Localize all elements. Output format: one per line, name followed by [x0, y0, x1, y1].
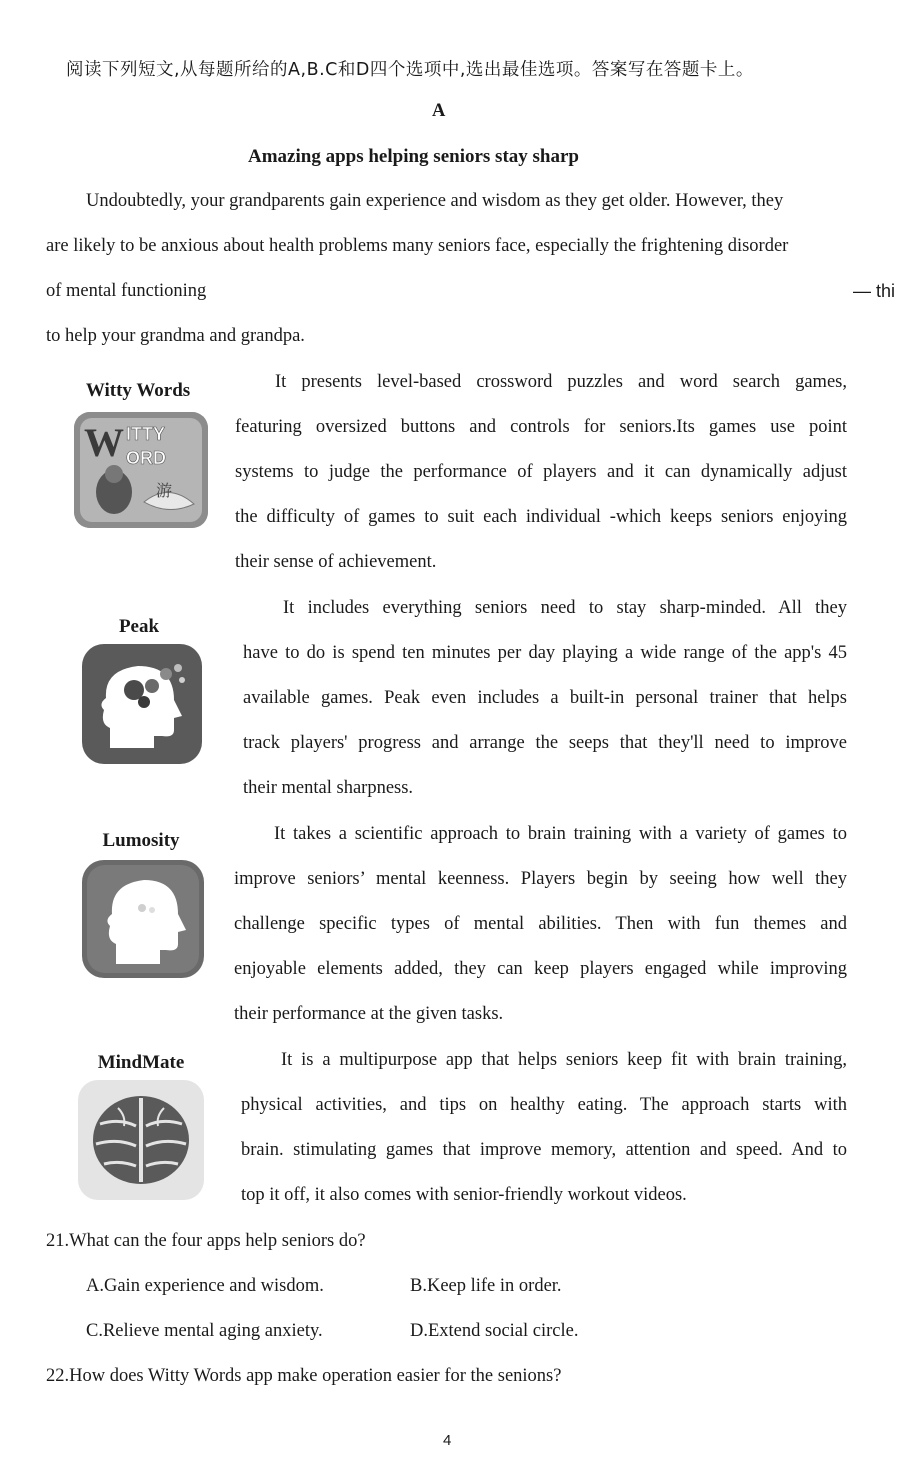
question-22-stem: 22.How does Witty Words app make operation easier for the senions? [46, 1366, 562, 1386]
peak-line-1: It includes everything seniors need to stay sharp-minded. All they [283, 598, 847, 618]
lumosity-line-1: It takes a scientific approach to brain training with a variety of games to [274, 824, 847, 844]
app-name-peak: Peak [118, 616, 160, 637]
app-name-witty-words: Witty Words [85, 380, 191, 401]
intro-line-4: to help your grandma and grandpa. [46, 326, 305, 346]
mindmate-line-3: brain. stimulating games that improve memory, attention and speed. And to [241, 1140, 847, 1160]
brain-icon [78, 1080, 204, 1200]
peak-line-4: track players' progress and arrange the seeps that they'll need to improve [243, 733, 847, 753]
svg-text:ORD: ORD [126, 448, 166, 468]
question-21-stem: 21.What can the four apps help seniors do? [46, 1231, 366, 1251]
witty-words-line-4: the difficulty of games to suit each individual -which keeps seniors enjoying [235, 507, 847, 527]
question-21-option-d: D.Extend social circle. [410, 1321, 579, 1341]
peak-description [243, 598, 847, 823]
head-brain-icon [82, 644, 202, 764]
head-silhouette-icon [82, 860, 204, 978]
question-21-option-a: A.Gain experience and wisdom. [86, 1276, 324, 1296]
witty-words-line-3: systems to judge the performance of players and it can dynamically adjust [235, 462, 847, 482]
lumosity-app-card [66, 816, 226, 1006]
page-number: 4 [443, 1432, 452, 1449]
lumosity-line-2: improve seniors’ mental keenness. Players begin by seeing how well they [234, 869, 847, 889]
app-name-mindmate: MindMate [97, 1052, 185, 1073]
intro-line-3-cut-text: — thi [853, 281, 896, 301]
svg-text:游: 游 [156, 481, 173, 500]
witty-words-description [235, 372, 847, 597]
instruction-text: 阅读下列短文,从每题所给的A,B.C和D四个选项中,选出最佳选项。答案写在答题卡上。 [66, 60, 754, 80]
mindmate-line-4: top it off, it also comes with senior-friendly workout videos. [241, 1185, 687, 1205]
peak-line-3: available games. Peak even includes a built-in personal trainer that helps [243, 688, 847, 708]
peak-app-card [64, 602, 224, 792]
witty-words-line-2: featuring oversized buttons and controls for seniors.Its games use point [235, 417, 847, 437]
svg-text:W: W [84, 420, 124, 465]
lumosity-description [234, 824, 847, 1049]
passage-title: Amazing apps helping seniors stay sharp [248, 146, 579, 167]
mindmate-line-1: It is a multipurpose app that helps seniors keep fit with brain training, [281, 1050, 847, 1070]
app-name-lumosity: Lumosity [102, 830, 180, 851]
peak-line-2: have to do is spend ten minutes per day playing a wide range of the app's 45 [243, 643, 847, 663]
witty-words-line-1: It presents level-based crossword puzzles and word search games, [275, 372, 847, 392]
question-21-option-c: C.Relieve mental aging anxiety. [86, 1321, 323, 1341]
section-label: A [432, 101, 446, 121]
intro-line-2: are likely to be anxious about health problems many seniors face, especially the frightening disorder [46, 236, 789, 256]
lumosity-line-5: their performance at the given tasks. [234, 1004, 504, 1024]
witty-words-line-5: their sense of achievement. [235, 552, 437, 572]
question-21-option-b: B.Keep life in order. [410, 1276, 562, 1296]
mindmate-line-2: physical activities, and tips on healthy eating. The approach starts with [241, 1095, 847, 1115]
mindmate-description [241, 1050, 847, 1230]
svg-text:ITTY: ITTY [126, 424, 165, 444]
lumosity-line-4: enjoyable elements added, they can keep players engaged while improving [234, 959, 847, 979]
lumosity-line-3: challenge specific types of mental abilities. Then with fun themes and [234, 914, 847, 934]
mindmate-app-card [66, 1040, 226, 1210]
witty-words-app-card [58, 368, 218, 548]
intro-line-1: Undoubtedly, your grandparents gain experience and wisdom as they get older. However, they [86, 191, 784, 211]
intro-line-3: of mental functioning [46, 281, 207, 301]
peak-line-5: their mental sharpness. [243, 778, 414, 798]
witty-words-logo-icon [74, 412, 208, 528]
